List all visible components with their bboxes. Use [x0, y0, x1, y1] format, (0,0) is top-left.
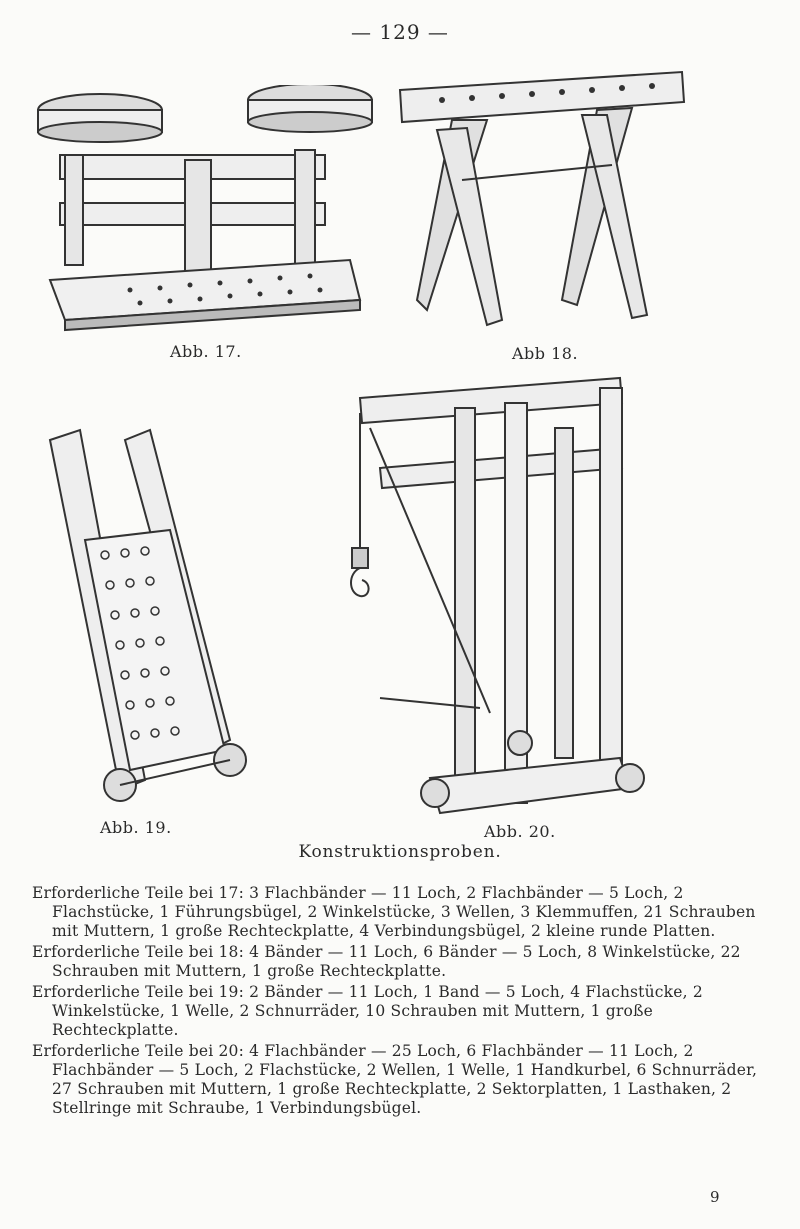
figure-19-handtruck-illustration [40, 420, 270, 810]
parts-list-17: Erforderliche Teile bei 17: 3 Flachbänder — 11 Loch, 2 Flachbänder — 5 Loch, 2 Flachstücke, 1 Führungsbügel, 2 Winkelstücke, 3 Wellen, 3 Klemmuffen, 21 Schrauben mit Muttern, 1 große Rechteckplatte, 4 Verbindungsbügel, 2 kleine runde Platten. [32, 884, 756, 940]
footer-signature-number: 9 [710, 1188, 720, 1206]
parts-lists [32, 884, 782, 1120]
parts-list-19: Erforderliche Teile bei 19: 2 Bänder — 11 Loch, 1 Band — 5 Loch, 4 Flachstücke, 2 Winkelstücke, 1 Welle, 2 Schnurräder, 10 Schrauben mit Muttern, 1 große Rechteckplatte. [32, 983, 703, 1039]
parts-list-18: Erforderliche Teile bei 18: 4 Bänder — 11 Loch, 6 Bänder — 5 Loch, 8 Winkelstücke, 22 Schrauben mit Muttern, 1 große Rechteckplatte. [32, 943, 741, 980]
figure-18-caption: Abb 18. [512, 344, 579, 363]
plate-subcaption: Konstruktionsproben. [298, 842, 502, 862]
parts-list-20: Erforderliche Teile bei 20: 4 Flachbänder — 25 Loch, 6 Flachbänder — 11 Loch, 2 Flachbänder — 5 Loch, 2 Flachstücke, 2 Wellen, 1 Welle, 1 Handkurbel, 6 Schnurräder, 27 Schrauben mit Muttern, 1 große Rechteckplatte, 2 Sektorplatten, 1 Lasthaken, 2 Stellringe mit Schraube, 1 Verbindungsbügel. [32, 1042, 758, 1117]
figure-17-caption: Abb. 17. [170, 342, 242, 361]
page-number: — 129 — [351, 20, 449, 44]
figure-19-caption: Abb. 19. [100, 818, 172, 837]
figure-18-trestle-illustration [392, 60, 692, 345]
figure-20-caption: Abb. 20. [484, 822, 556, 841]
figure-17-scale-illustration [30, 85, 380, 340]
figure-20-crane-illustration [330, 368, 670, 838]
